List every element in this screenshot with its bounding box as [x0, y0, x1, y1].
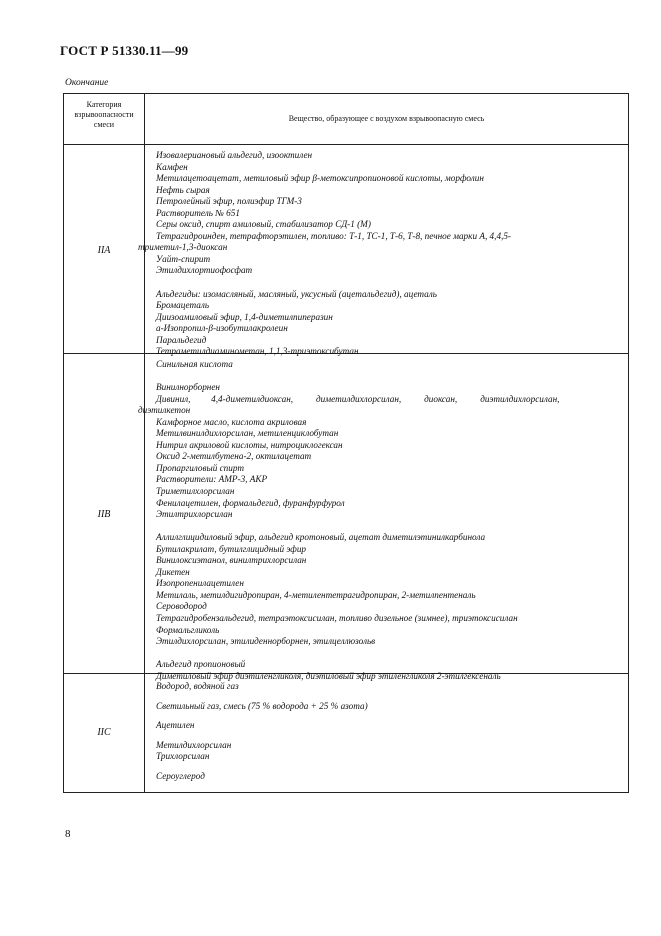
- substance-line: Водород, водяной газ: [156, 681, 239, 691]
- category-label-iia: IIA: [97, 245, 111, 256]
- substance-line: Дивинил, 4,4-диметилдиоксан, диметилдихлорсилан, диоксан, диэтилдихлорсилан,: [156, 393, 560, 404]
- substance-line: Триметилхлорсилан: [156, 486, 235, 497]
- substance-line: Винилнорборнен: [156, 382, 220, 393]
- substance-line: Метилаль, метилдигидропиран, 4-метилентетрагидропиран, 2-метилпентеналь: [156, 589, 476, 600]
- substance-line: триметил-1,3-диоксан: [138, 242, 228, 253]
- substance-line: Трихлорсилан: [156, 751, 210, 762]
- header-divider: [63, 144, 629, 145]
- substance-line: Камфорное масло, кислота акриловая: [156, 416, 307, 427]
- blank-line: [145, 371, 626, 383]
- blank-line: [145, 648, 626, 660]
- substance-line: Сероводород: [156, 601, 207, 612]
- substance-line: Альдегид пропионовый: [156, 659, 246, 670]
- category-label-iib: IIB: [97, 509, 111, 520]
- substance-line: Бутилакрилат, бутилглицидный эфир: [156, 543, 307, 554]
- substance-line: Серы оксид, спирт амиловый, стабилизатор СД-1 (М): [156, 219, 371, 230]
- substance-line: Аллилглицидиловый эфир, альдегид кротоновый, ацетат диметилэтинилкарбинола: [156, 532, 486, 543]
- substance-line: Ацетилен: [156, 720, 195, 731]
- column-header-category-text: Категория взрывоопасности смеси: [74, 100, 134, 129]
- standard-header: ГОСТ Р 51330.11—99: [60, 43, 189, 58]
- substance-line: Сероуглерод: [156, 770, 205, 781]
- substance-line: Тетраметилдиаминометан, 1,1,3-триэтоксибутан: [156, 346, 359, 357]
- substance-block-iia: [138, 150, 626, 358]
- blank-line: [145, 277, 626, 289]
- substance-line: Формальгликоль: [156, 624, 220, 635]
- blank-line: [145, 732, 626, 740]
- substance-line: Растворитель № 651: [156, 207, 240, 218]
- substance-line: Петролейный эфир, полиэфир ТГМ-3: [156, 196, 302, 207]
- continuation-label: Окончание: [65, 78, 109, 88]
- substance-line: Тетрагидробензальдегид, тетраэтоксисилан, топливо дизельное (зимнее), триэтоксисилан: [156, 613, 518, 624]
- substance-block-iic: [145, 681, 626, 782]
- substance-line: Пропаргиловый спирт: [156, 462, 244, 473]
- page-number: 8: [65, 828, 71, 840]
- substance-line: Метилацетоацетат, метиловый эфир β-метоксипропионовой кислоты, морфолин: [156, 173, 484, 184]
- blank-line: [145, 763, 626, 771]
- blank-line: [145, 521, 626, 533]
- substance-block-iib: [138, 359, 626, 682]
- substance-line: Диизоамиловый эфир, 1,4-диметилпиперазин: [156, 311, 333, 322]
- substance-line: Тетрагидроинден, тетрафторэтилен, топливо: Т-1, ТС-1, Т-6, Т-8, печное марки А, 4,4,5-: [156, 230, 511, 241]
- substance-line: Этилдихлорсилан, этилиденнорборнен, этилцеллюзольв: [156, 636, 376, 647]
- substance-line: Диметиловый эфир диэтиленгликоля, диэтиловый эфир этиленгликоля 2-этилгексеналь: [156, 670, 501, 681]
- substance-line: Этилдихлортиофосфат: [156, 265, 253, 276]
- substance-line: диэтилкетон: [138, 405, 191, 416]
- substance-line: Оксид 2-метилбутена-2, октилацетат: [156, 451, 312, 462]
- substance-line: Изопропенилацетилен: [156, 578, 244, 589]
- substance-line: Изовалериановый альдегид, изооктилен: [156, 150, 313, 160]
- substance-line: а-Изопропил-β-изобутилакролеин: [156, 323, 288, 334]
- blank-line: [145, 693, 626, 701]
- substance-line: Светильный газ, смесь (75 % водорода + 25 % азота): [156, 700, 368, 711]
- substance-line: Метилдихлорсилан: [156, 739, 232, 750]
- substance-line: Бромацеталь: [156, 300, 210, 311]
- category-label-iic: IIC: [97, 727, 111, 738]
- substance-line: Метилвинилдихлорсилан, метиленциклобутан: [156, 428, 339, 439]
- substance-line: Альдегиды: изомасляный, масляный, уксусный (ацетальдегид), ацеталь: [156, 288, 437, 299]
- substance-line: Синильная кислота: [156, 359, 233, 369]
- substance-line: Нитрил акриловой кислоты, нитроциклогексан: [156, 439, 343, 450]
- substance-line: Паральдегид: [156, 334, 207, 345]
- substance-line: Дикетен: [156, 566, 190, 577]
- column-header-substance-text: Вещество, образующее с воздухом взрывоопасную смесь: [288, 114, 485, 123]
- substance-line: Нефть сырая: [156, 184, 210, 195]
- substance-line: Этилтрихлорсилан: [156, 509, 233, 520]
- substance-line: Фенилацетилен, формальдегид, фуранфурфурол: [156, 497, 345, 508]
- substance-line: Уайт-спирит: [156, 253, 211, 264]
- substance-line: Камфен: [156, 161, 188, 172]
- blank-line: [145, 712, 626, 720]
- substance-line: Винилоксиэтанол, винилтрихлорсилан: [156, 555, 307, 566]
- substance-line: Растворители: АМР-3, АКР: [156, 474, 268, 485]
